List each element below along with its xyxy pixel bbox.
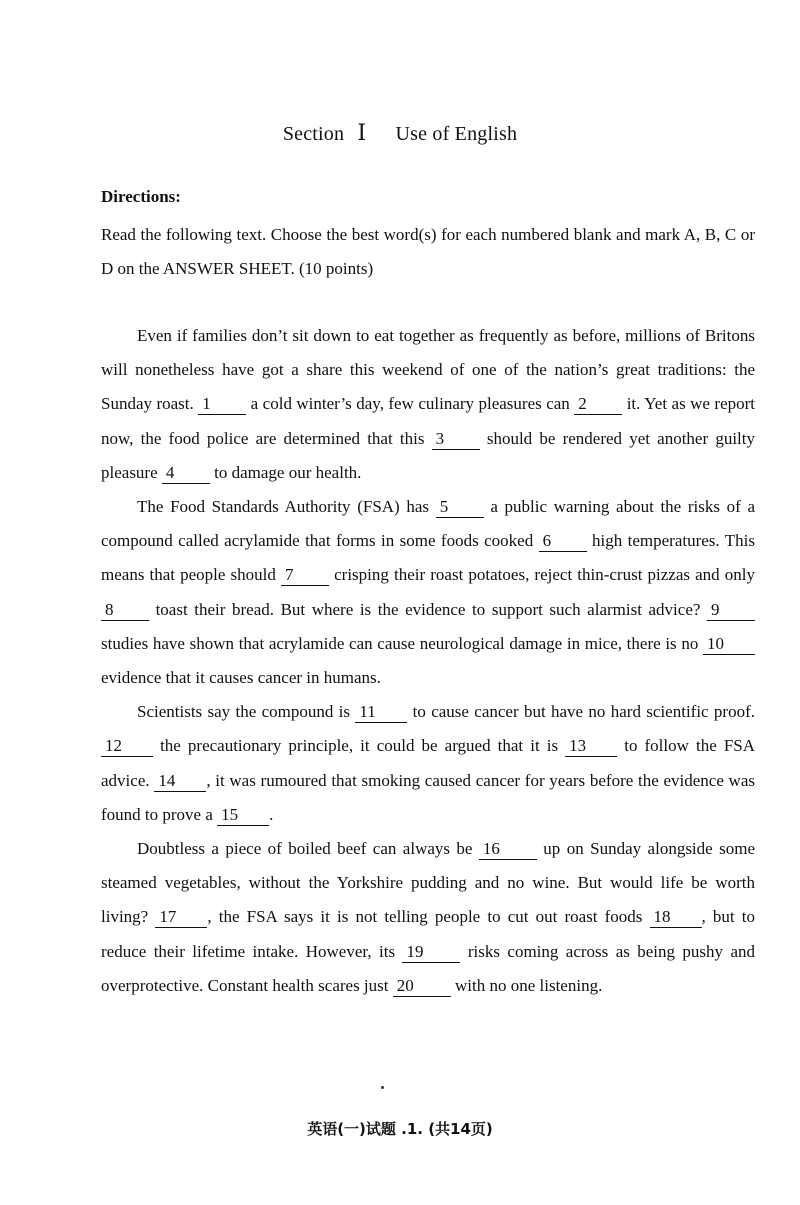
passage (101, 319, 755, 1003)
blank-2: 2 (574, 394, 622, 415)
blank-8: 8 (101, 600, 149, 621)
blank-11: 11 (355, 702, 407, 723)
blank-14: 14 (154, 771, 206, 792)
section-title-suffix: Use of English (395, 123, 518, 145)
text-run: Scientists say the compound is (137, 702, 356, 722)
paragraph-4 (101, 832, 755, 1003)
paragraph-2 (101, 490, 755, 695)
paragraph-3 (101, 695, 755, 832)
text-run: high temperatures. This means that people should (101, 531, 755, 585)
text-run: up on Sunday alongside some steamed vegetables, without the Yorkshire pudding and no wine. But would life be worth living? (101, 839, 755, 927)
text-run: , it was rumoured that smoking caused cancer for years before the evidence was found to prove a (101, 770, 755, 824)
paragraph-1 (101, 319, 755, 490)
text-run: a public warning about the risks of a compound called acrylamide that forms in some foods cooked (101, 497, 755, 551)
blank-18: 18 (650, 907, 702, 928)
section-title (0, 120, 800, 146)
text-run: to cause cancer but have no hard scientific proof. (407, 702, 755, 722)
text-run: risks coming across as being pushy and overprotective. Constant health scares just (101, 941, 756, 995)
blank-9: 9 (707, 600, 755, 621)
text-run: it. Yet as we report now, the food police are determined that this (101, 394, 756, 448)
blank-15: 15 (217, 805, 269, 826)
section-title-prefix: Section (282, 123, 345, 145)
text-run: a cold winter’s day, few culinary pleasures can (246, 394, 575, 414)
blank-5: 5 (436, 497, 484, 518)
blank-16: 16 (479, 839, 537, 860)
text-run: Doubtless a piece of boiled beef can always be (137, 839, 479, 859)
blank-3: 3 (432, 429, 480, 450)
text-run: should be rendered yet another guilty pleasure (101, 428, 755, 482)
blank-17: 17 (155, 907, 207, 928)
directions-text: Read the following text. Choose the best word(s) for each numbered blank and mark A, B, C or D on the ANSWER SHEET. (10 points) (101, 225, 755, 278)
text-run: The Food Standards Authority (FSA) has (137, 497, 436, 517)
text-run: studies have shown that acrylamide can cause neurological damage in mice, there is no (101, 633, 703, 653)
blank-20: 20 (393, 976, 451, 997)
page-footer: 英语(一)试题 .1. (共14页) (307, 1120, 493, 1138)
text-run: toast their bread. But where is the evidence to support such alarmist advice? (149, 599, 707, 619)
text-run: . (269, 804, 274, 824)
text-run: to damage our health. (209, 462, 362, 482)
text-run: , but to reduce their lifetime intake. However, its (101, 907, 756, 961)
blank-4: 4 (162, 463, 210, 484)
section-numeral: Ⅰ (357, 120, 367, 145)
text-run: the precautionary principle, it could be argued that it is (153, 736, 566, 756)
stray-dot (381, 1086, 384, 1089)
directions-label: Directions: (101, 187, 181, 206)
text-run: to follow the FSA advice. (101, 736, 756, 790)
blank-7: 7 (281, 565, 329, 586)
text-run: evidence that it causes cancer in humans. (101, 668, 381, 688)
blank-12: 12 (101, 736, 153, 757)
text-run: Even if families don’t sit down to eat together as frequently as before, millions of Britons will nonetheless have got a share this weekend of one of the nation’s great traditions: the Sunday roast. (101, 326, 755, 414)
blank-19: 19 (402, 942, 460, 963)
blank-6: 6 (539, 531, 587, 552)
text-run: , the FSA says it is not telling people to cut out roast foods (207, 907, 650, 927)
blank-10: 10 (703, 634, 755, 655)
text-run: crisping their roast potatoes, reject thin-crust pizzas and only (329, 565, 755, 585)
blank-1: 1 (198, 394, 246, 415)
blank-13: 13 (565, 736, 617, 757)
text-run: with no one listening. (450, 975, 603, 995)
